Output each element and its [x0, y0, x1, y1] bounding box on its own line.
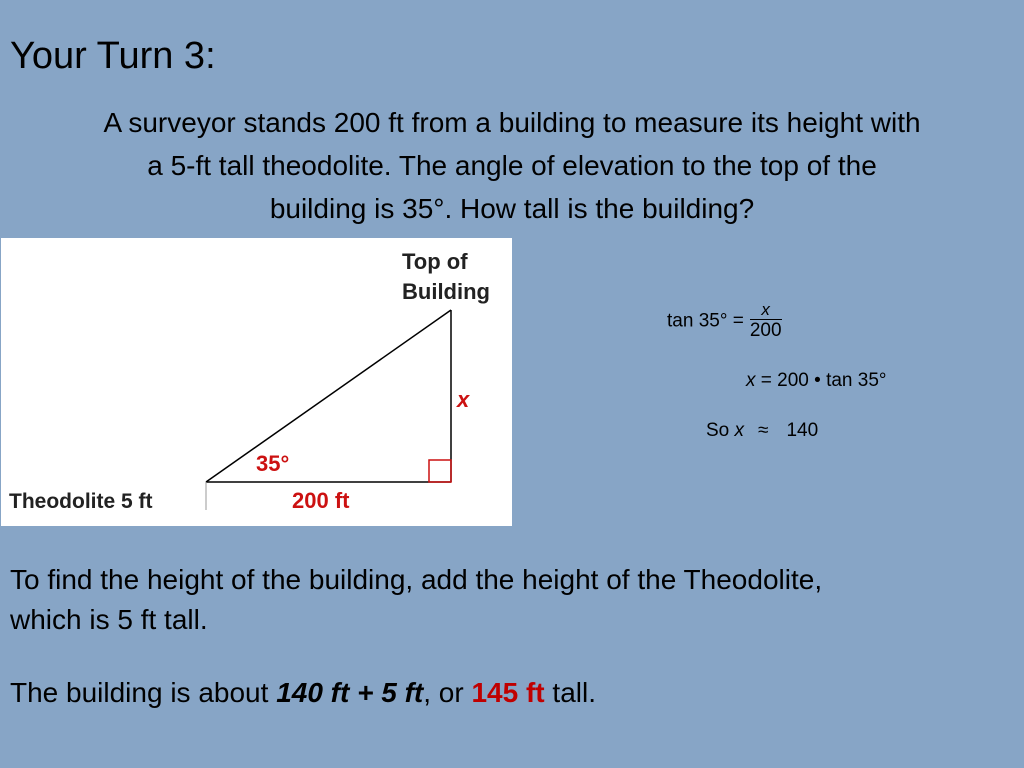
equation-x-variable: x	[746, 370, 756, 391]
base-distance-label: 200 ft	[292, 488, 350, 513]
result-value: 140	[786, 420, 819, 441]
equation-solve-rest: = 200 • tan 35°	[755, 370, 887, 391]
fraction-numerator: x	[750, 301, 782, 320]
equation-tangent-left: tan 35° =	[667, 310, 744, 332]
top-of-building-label-2: Building	[402, 279, 490, 304]
fraction	[750, 301, 782, 342]
angle-label: 35°	[256, 451, 290, 476]
answer-middle: , or	[423, 677, 472, 708]
explanation-line-1: To find the height of the building, add the height of the Theodolite,	[10, 564, 823, 595]
result-so: So	[706, 420, 735, 441]
answer-paragraph	[10, 673, 596, 713]
result-x-variable: x	[734, 420, 745, 441]
hypotenuse-line	[206, 310, 451, 482]
answer-prefix: The building is about	[10, 677, 277, 708]
explanation-paragraph	[10, 560, 822, 640]
problem-statement	[0, 101, 1024, 230]
slide-title: Your Turn 3:	[10, 35, 216, 77]
theodolite-label: Theodolite 5 ft	[9, 490, 153, 513]
equation-solve-x	[746, 369, 887, 393]
problem-line-2: a 5-ft tall theodolite. The angle of elevation to the top of the	[147, 150, 877, 181]
approx-symbol: ≈	[758, 420, 769, 441]
fraction-denominator: 200	[749, 320, 782, 341]
problem-line-3: building is 35°. How tall is the building?	[269, 193, 755, 224]
answer-expression: 140 ft + 5 ft	[276, 677, 424, 708]
answer-result: 145 ft	[471, 677, 545, 708]
triangle-diagram	[1, 238, 512, 526]
equation-tangent	[667, 301, 782, 342]
answer-suffix: tall.	[544, 677, 596, 708]
height-x-label: x	[457, 387, 470, 412]
explanation-line-2: which is 5 ft tall.	[10, 604, 208, 635]
problem-line-1: A surveyor stands 200 ft from a building to measure its height with	[103, 107, 921, 138]
equation-result	[706, 419, 818, 443]
triangle-svg	[1, 238, 512, 526]
top-of-building-label-1: Top of	[402, 249, 468, 274]
right-angle-marker	[429, 460, 451, 482]
